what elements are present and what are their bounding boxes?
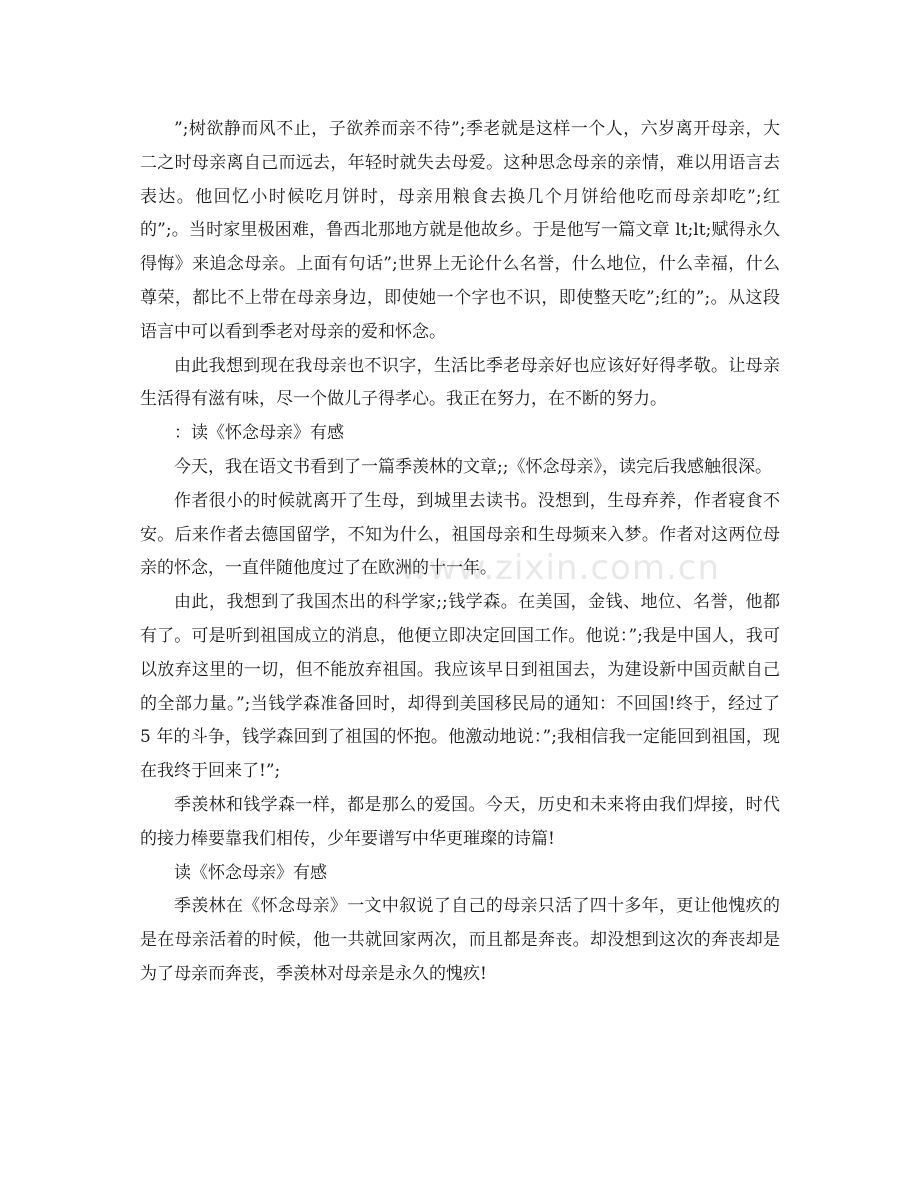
paragraph-guilt: 季羡林在《怀念母亲》一文中叙说了自己的母亲只活了四十多年，更让他愧疚的是在母亲活着的时候，他一共就回家两次，而且都是奔丧。却没想到这次的奔丧却是为了母亲而奔丧，季羡林对母亲是永久的愧疚! xyxy=(140,896,780,984)
paragraph-today: 今天，我在语文书看到了一篇季羡林的文章;;《怀念母亲》，读完后我感触很深。 xyxy=(174,456,772,477)
document-body xyxy=(140,113,780,992)
paragraph-patriotism: 季羡林和钱学森一样，都是那么的爱国。今天，历史和未来将由我们焊接，时代的接力棒要靠我们相传，少年要谱写中华更璀璨的诗篇! xyxy=(140,794,780,849)
paragraph-qian-xuesen: 由此，我想到了我国杰出的科学家;;钱学森。在美国，金钱、地位、名誉，他都有了。可是听到祖国成立的消息，他便立即决定回国工作。他说：”;我是中国人，我可以放弃这里的一切，但不能放弃祖国。我应该早日到祖国去，为建设新中国贡献自己的全部力量。”;当钱学森准备回时，却得到美国移民局的通知：不回国!终于，经过了 5 年的斗争，钱学森回到了祖国的怀抱。他激动地说：”;我相信我一定能回到祖国，现在我终于回来了!”; xyxy=(140,592,780,782)
paragraph-author-childhood: 作者很小的时候就离开了生母，到城里去读书。没想到，生母弃养，作者寝食不安。后来作者去德国留学，不知为什么，祖国母亲和生母频来入梦。作者对这两位母亲的怀念，一直伴随他度过了在欧洲的十一年。 xyxy=(140,490,780,579)
paragraph-ji-lao-mother: ”;树欲静而风不止，子欲养而亲不待”;季老就是这样一个人，六岁离开母亲，大二之时母亲离自己而远去，年轻时就失去母爱。这种思念母亲的亲情，难以用语言去表达。他回忆小时候吃月饼时，母亲用粮食去换几个月饼给他吃而母亲却吃”;红的”;。当时家里极困难，鲁西北那地方就是他故乡。于是他写一篇文章 lt;lt;赋得永久得悔》来追念母亲。上面有句话”;世界上无论什么名誉，什么地位，什么幸福，什么尊荣，都比不上带在母亲身边，即使她一个字也不识，即使整天吃”;红的”;。从这段语言中可以看到季老对母亲的爱和怀念。 xyxy=(140,119,780,342)
watermark: www.zixin.com.cn xyxy=(400,548,720,588)
section-heading-1: ：读《怀念母亲》有感 xyxy=(174,423,344,444)
paragraph-reflection: 由此我想到现在我母亲也不识字，生活比季老母亲好也应该好好得孝敬。让母亲生活得有滋有味，尽一个做儿子得孝心。我正在努力，在不断的努力。 xyxy=(140,355,780,410)
section-heading-2: 读《怀念母亲》有感 xyxy=(174,862,327,883)
